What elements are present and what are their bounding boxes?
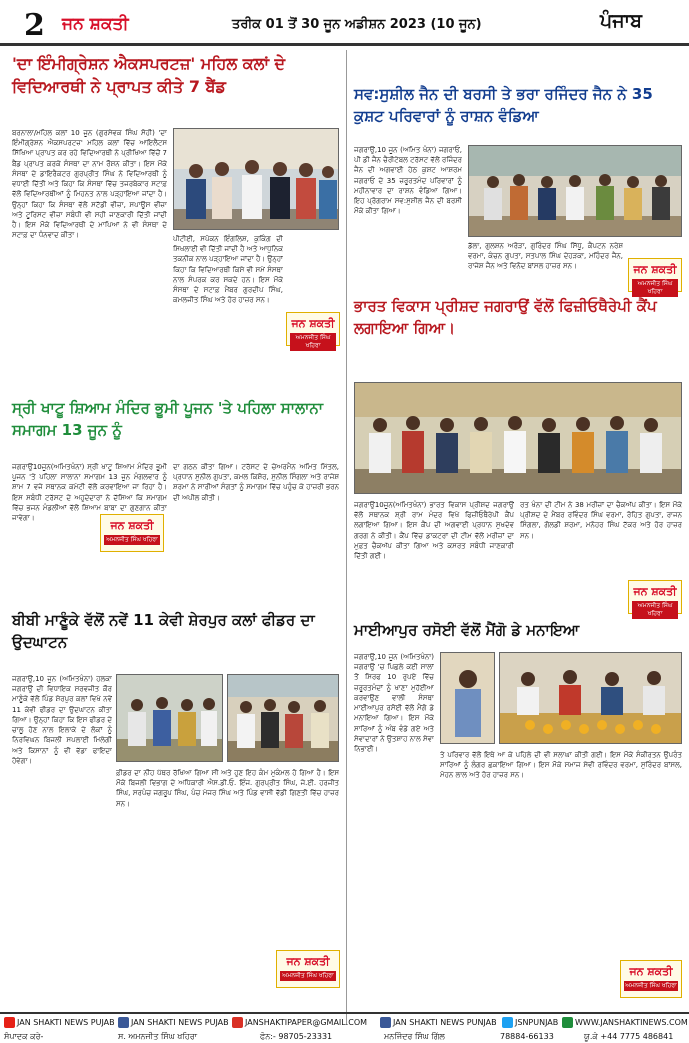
- article-5-photo-1: [116, 674, 223, 762]
- article-4-text-continued: ਦਾ ਗਠਨ ਕੀਤਾ ਗਿਆ। ਟਰੱਸਟ ਦੇ ਚੇਅਰਮੈਨ ਅਮਿਤ ਮਿੱਤਲ, ਪ੍ਰਧਾਨ ਸੁਨੀਲ ਗੁਪਤਾ, ਕਮਲ ਕਿਸ਼ੋਰ, ਸੁਨੀਲ ਸਿੰਗਲਾ ਅਤੇ ਰਾਜੇਸ਼ ਸ਼ਰਮਾ ਨੇ ਸਾਰੀਆਂ ਸੰਗਤਾਂ ਨੂੰ ਸਮਾਗਮ ਵਿੱਚ ਪਹੁੰਚ ਕੇ ਹਾਜ਼ਰੀ ਭਰਨ ਦੀ ਅਪੀਲ ਕੀਤੀ।: [173, 463, 339, 502]
- feeder-inauguration-photo-icon: [117, 675, 223, 762]
- footer-twitter[interactable]: JSNPUNJAB: [502, 1017, 558, 1028]
- stamp-badge: ਜਨ ਸ਼ਕਤੀ ਅਮਨਜੀਤ ਸਿੰਘ ਖਹਿਰਾ: [100, 514, 164, 552]
- twitter-icon: [502, 1017, 513, 1028]
- article-6-text: ਜਗਰਾਉਂ,10 ਜੂਨ (ਅਮਿਤਖੰਨਾ) ਜਗਰਾਉਂ 'ਚ ਪਿਛਲੇ ਕਈ ਸਾਲਾਂ ਤੋਂ ਸਿਰਫ 10 ਰੁਪਏ ਵਿੱਚ ਜ਼ਰੂਰਤਮੰਦਾਂ ਨੂੰ ਖਾਣਾ ਮੁਹੱਈਆ ਕਰਵਾਉਣ ਵਾਲੀ ਸੰਸਥਾ ਮਾਈਆਪੁਰ ਰਸੋਈ ਵੱਲੋਂ ਮੈਂਗੋ ਡੇ ਮਨਾਇਆ ਗਿਆ। ਇਸ ਮੌਕੇ ਸਾਰਿਆਂ ਨੂੰ ਅੰਬ ਵੰਡੇ ਗਏ ਅਤੇ ਸੇਵਾਦਾਰਾਂ ਨੇ ਉਤਸ਼ਾਹ ਨਾਲ ਸੇਵਾ ਨਿਭਾਈ।: [354, 653, 434, 753]
- web-icon: [562, 1017, 573, 1028]
- ration-distribution-photo-icon: [469, 146, 682, 237]
- article-1-photo: [173, 128, 339, 230]
- footer-editor-name: ਸ. ਅਮਨਜੀਤ ਸਿੰਘ ਖਹਿਰਾ: [118, 1032, 198, 1041]
- youtube-icon: [4, 1017, 15, 1028]
- article-2-photo: [468, 145, 682, 237]
- article-3-headline: ਭਾਰਤ ਵਿਕਾਸ ਪ੍ਰੀਸ਼ਦ ਜਗਰਾਉਂ ਵੱਲੋਂ ਫਿਜ਼ੀਓਥੈਰੇਪੀ ਕੈਂਪ ਲਗਾਇਆ ਗਿਆ।: [354, 297, 657, 337]
- article-1-text: ਬਰਨਾਲਾ/ਮਹਿਲ ਕਲਾਂ 10 ਜੂਨ (ਗੁਰਸੇਵਕ ਸਿੰਘ ਸੋਹੀ) 'ਦਾ ਇੰਮੀਗ੍ਰੇਸ਼ਨ ਐਕਸਪਰਟਜ਼' ਮਹਿਲ ਕਲਾਂ ਵਿੱਚ ਆਇਲੈਟਸ ਸਿੱਖਿਆ ਪ੍ਰਾਪਤ ਕਰ ਰਹੇ ਵਿਦਿਆਰਥੀ ਨੇ ਪ੍ਰੀਖਿਆ ਵਿੱਚੋਂ 7 ਬੈਂਡ ਪ੍ਰਾਪਤ ਕਰਕੇ ਸੰਸਥਾ ਦਾ ਨਾਮ ਰੌਸ਼ਨ ਕੀਤਾ। ਇਸ ਮੌਕੇ ਸੰਸਥਾ ਦੇ ਡਾਇਰੈਕਟਰ ਗੁਰਪ੍ਰੀਤ ਸਿੰਘ ਨੇ ਵਿਦਿਆਰਥੀ ਨੂੰ ਵਧਾਈ ਦਿੱਤੀ ਅਤੇ ਕਿਹਾ ਕਿ ਸੰਸਥਾ ਵਿੱਚ ਤਜਰਬੇਕਾਰ ਸਟਾਫ਼ ਵੱਲੋਂ ਵਿਦਿਆਰਥੀਆਂ ਨੂੰ ਮਿਹਨਤ ਨਾਲ ਪੜ੍ਹਾਇਆ ਜਾਂਦਾ ਹੈ। ਉਨ੍ਹਾਂ ਕਿਹਾ ਕਿ ਸੰਸਥਾ ਵੱਲੋਂ ਸਟੱਡੀ ਵੀਜ਼ਾ, ਸਪਾਊਸ ਵੀਜ਼ਾ ਅਤੇ ਟੂਰਿਸਟ ਵੀਜ਼ਾ ਸਬੰਧੀ ਵੀ ਸਹੀ ਜਾਣਕਾਰੀ ਦਿੱਤੀ ਜਾਂਦੀ ਹੈ। ਇਸ ਮੌਕੇ ਵਿਦਿਆਰਥੀ ਦੇ ਮਾਪਿਆਂ ਨੇ ਵੀ ਸੰਸਥਾ ਦੇ ਸਟਾਫ਼ ਦਾ ਧੰਨਵਾਦ ਕੀਤਾ।: [12, 129, 167, 240]
- stamp-badge: ਜਨ ਸ਼ਕਤੀ ਅਮਨਜੀਤ ਸਿੰਘ ਖਹਿਰਾ: [628, 580, 682, 614]
- article-2-text: ਜਗਰਾਉਂ,10 ਜੂਨ (ਅਮਿਤ ਖੰਨਾ) ਜਗਰਾਓਂ, ਪੀ ਡੀ ਜੈਨ ਚੈਰੀਟੇਬਲ ਟਰੱਸਟ ਵੱਲੋਂ ਰਜਿੰਦਰ ਜੈਨ ਦੀ ਅਗਵਾਈ ਹੇਠ ਕੁਸ਼ਟ ਆਸ਼ਰਮ ਜਗਰਾਓਂ ਦੇ 35 ਜ਼ਰੂਰਤਮੰਦ ਪਰਿਵਾਰਾਂ ਨੂੰ ਮਹੀਨਾਵਾਰ ਦਾ ਰਾਸ਼ਨ ਵੰਡਿਆ ਗਿਆ। ਇਹ ਪ੍ਰੋਗਰਾਮ ਸਵ:ਸੁਸ਼ੀਲ ਜੈਨ ਦੀ ਬਰਸੀ ਮੌਕੇ ਕੀਤਾ ਗਿਆ।: [354, 146, 462, 216]
- footer-phone-1: ਫੋਨ:- 98705-23331: [260, 1032, 333, 1041]
- stamp-badge: ਜਨ ਸ਼ਕਤੀ ਅਮਨਜੀਤ ਸਿੰਘ ਖਹਿਰਾ: [620, 960, 682, 998]
- footer-facebook-punjab[interactable]: JAN SHAKTI NEWS PUNJAB: [380, 1017, 497, 1028]
- stamp-badge: ਜਨ ਸ਼ਕਤੀ ਅਮਨਜੀਤ ਸਿੰਘ ਖਹਿਰਾ: [276, 950, 340, 988]
- footer-facebook[interactable]: JAN SHAKTI NEWS PUJAB: [118, 1017, 229, 1028]
- article-5-text-continued: ਫ਼ੀਡਰ ਦਾ ਨੀਂਹ ਪੱਥਰ ਰੱਖਿਆ ਗਿਆ ਸੀ ਅਤੇ ਹੁਣ ਇਹ ਕੰਮ ਮੁਕੰਮਲ ਹੋ ਗਿਆ ਹੈ। ਇਸ ਮੌਕੇ ਬਿਜਲੀ ਵਿਭਾਗ ਦੇ ਅਧਿਕਾਰੀ ਐਸ.ਡੀ.ਓ. ਇੰਜ. ਗੁਰਪ੍ਰੀਤ ਸਿੰਘ, ਜੇ.ਈ. ਹਰਜੀਤ ਸਿੰਘ, ਸਰਪੰਚ ਜਗਰੂਪ ਸਿੰਘ, ਪੰਚ ਮੇਜਰ ਸਿੰਘ ਅਤੇ ਪਿੰਡ ਵਾਸੀ ਵੱਡੀ ਗਿਣਤੀ ਵਿੱਚ ਹਾਜ਼ਰ ਸਨ।: [116, 769, 339, 808]
- facebook-icon: [118, 1017, 129, 1028]
- email-icon: [232, 1017, 243, 1028]
- article-2-text-continued: ਡੱਲਾ, ਗੁਲਸ਼ਨ ਅਰੋੜਾ, ਗੁਰਿੰਦਰ ਸਿੰਘ ਸਿੱਧੂ, ਕੈਪਟਨ ਨਰੇਸ਼ ਵਰਮਾ, ਕੰਚਨ ਗੁਪਤਾ, ਸਤਪਾਲ ਸਿੰਘ ਦੇਹੜਕਾ, ਮਹਿੰਦਰ ਜੈਨ, ਰਾਜੇਸ਼ ਜੈਨ ਅਤੇ ਵਿਨੋਦ ਬਾਂਸਲ ਹਾਜ਼ਰ ਸਨ।: [468, 242, 623, 271]
- footer-phone-2: 78884-66133: [500, 1032, 554, 1041]
- footer-uk-phone: ਯੂ.ਕੇ +44 7775 486841: [584, 1032, 674, 1041]
- facebook-icon: [380, 1017, 391, 1028]
- newspaper-logo: ਜਨ ਸ਼ਕਤੀ: [62, 14, 129, 34]
- mango-day-person-photo-icon: [441, 653, 495, 744]
- article-6-photo-1: [440, 652, 495, 744]
- mango-distribution-photo-icon: [500, 653, 682, 744]
- footer-email[interactable]: JANSHAKTIPAPER@GMAIL.COM: [232, 1017, 367, 1028]
- article-5-text: ਜਗਰਾਉਂ,10 ਜੂਨ (ਅਮਿਤਖੰਨਾ) ਹਲਕਾ ਜਗਰਾਉਂ ਦੀ ਵਿਧਾਇਕ ਸਰਵਜੀਤ ਕੌਰ ਮਾਣੂੰਕੇ ਵੱਲੋਂ ਪਿੰਡ ਸ਼ੇਰਪੁਰ ਕਲਾਂ ਵਿਖੇ ਨਵੇਂ 11 ਕੇਵੀ ਫੀਡਰ ਦਾ ਉਦਘਾਟਨ ਕੀਤਾ ਗਿਆ। ਉਨ੍ਹਾਂ ਕਿਹਾ ਕਿ ਇਸ ਫੀਡਰ ਦੇ ਚਾਲੂ ਹੋਣ ਨਾਲ ਇਲਾਕੇ ਦੇ ਲੋਕਾਂ ਨੂੰ ਨਿਰਵਿਘਨ ਬਿਜਲੀ ਸਪਲਾਈ ਮਿਲੇਗੀ ਅਤੇ ਕਿਸਾਨਾਂ ਨੂੰ ਵੀ ਵੱਡਾ ਫਾਇਦਾ ਹੋਵੇਗਾ।: [12, 675, 112, 765]
- article-3-text-continued: ਰਤ ਖੰਨਾ ਦੀ ਟੀਮ ਨੇ 38 ਮਰੀਜ਼ਾਂ ਦਾ ਚੈਕਅੱਪ ਕੀਤਾ। ਇਸ ਮੌਕੇ ਪ੍ਰੀਸ਼ਦ ਦੇ ਮੈਂਬਰ ਰਵਿੰਦਰ ਸਿੰਘ ਵਰਮਾ, ਰੋਹਿਤ ਗੁਪਤਾ, ਰਾਜਨ ਸਿੰਗਲਾ, ਗੋਲਡੀ ਸ਼ਰਮਾ, ਮਨੋਹਰ ਸਿੰਘ ਟੱਕਰ ਅਤੇ ਹੋਰ ਹਾਜ਼ਰ ਸਨ।: [520, 501, 682, 540]
- article-4-text: ਜਗਰਾਉਂ10ਜੂਨ(ਅਮਿਤਖੰਨਾ) ਸ੍ਰੀ ਖਾਟੂ ਸ਼ਿਆਮ ਮੰਦਿਰ ਭੂਮੀ ਪੂਜਨ 'ਤੇ ਪਹਿਲਾ ਸਾਲਾਨਾ ਸਮਾਗਮ 13 ਜੂਨ ਮੰਗਲਵਾਰ ਨੂੰ ਸ਼ਾਮ 7 ਵਜੇ ਸਥਾਨਕ ਕਮੇਟੀ ਵੱਲੋਂ ਕਰਵਾਇਆ ਜਾ ਰਿਹਾ ਹੈ। ਇਸ ਸਬੰਧੀ ਟਰੱਸਟ ਦੇ ਅਹੁਦੇਦਾਰਾਂ ਨੇ ਦੱਸਿਆ ਕਿ ਸਮਾਗਮ ਵਿੱਚ ਭਜਨ ਮੰਡਲੀਆਂ ਵੱਲੋਂ ਸ਼ਿਆਮ ਬਾਬਾ ਦਾ ਗੁਣਗਾਨ ਕੀਤਾ ਜਾਵੇਗਾ।: [12, 463, 167, 523]
- article-4-headline: ਸ੍ਰੀ ਖਾਟੂ ਸ਼ਿਆਮ ਮੰਦਿਰ ਭੂਮੀ ਪੂਜਨ 'ਤੇ ਪਹਿਲਾ ਸਾਲਾਨਾ ਸਮਾਗਮ 13 ਜੂਨ ਨੂੰ: [12, 399, 324, 439]
- article-6-photo-2: [499, 652, 682, 744]
- footer-editor-label: ਸੰਪਾਦਕ ਕਰੇ-: [4, 1032, 44, 1041]
- stamp-badge: ਜਨ ਸ਼ਕਤੀ ਅਮਨਜੀਤ ਸਿੰਘ ਖਹਿਰਾ: [286, 312, 340, 346]
- footer: [0, 1012, 689, 1043]
- article-6-headline: ਮਾਈਆਪੁਰ ਰਸੋਈ ਵੱਲੋਂ ਮੈਂਗੋ ਡੇ ਮਨਾਇਆ: [354, 621, 580, 639]
- footer-manager-name: ਮਨਜਿੰਦਰ ਸਿੰਘ ਗਿੱਲ: [384, 1032, 445, 1041]
- article-5-photo-2: [227, 674, 339, 762]
- footer-youtube[interactable]: JAN SHAKTI NEWS PUJAB: [4, 1017, 115, 1028]
- stamp-badge: ਜਨ ਸ਼ਕਤੀ ਅਮਨਜੀਤ ਸਿੰਘ ਖਹਿਰਾ: [628, 258, 682, 292]
- article-2-headline: ਸਵ:ਸੁਸ਼ੀਲ ਜੈਨ ਦੀ ਬਰਸੀ ਤੇ ਭਰਾ ਰਜਿੰਦਰ ਜੈਨ ਨੇ 35 ਕੁਸ਼ਟ ਪਰਿਵਾਰਾਂ ਨੂੰ ਰਾਸ਼ਨ ਵੰਡਿਆ: [354, 85, 653, 125]
- issue-line: ਤਰੀਕ 01 ਤੋਂ 30 ਜੂਨ ਅਡੀਸ਼ਨ 2023 (10 ਜੂਨ): [232, 17, 482, 32]
- footer-website[interactable]: WWW.JANSHAKTINEWS.COM: [562, 1017, 688, 1028]
- section-name: ਪੰਜਾਬ: [600, 10, 642, 32]
- feeder-ceremony-photo-icon: [228, 675, 339, 762]
- physiotherapy-camp-photo-icon: [355, 383, 682, 494]
- masthead: [0, 0, 689, 46]
- page-number: 2: [24, 8, 45, 43]
- article-6-text-continued: ਤੇ ਪਰਿਵਾਰ ਵੱਲੋਂ ਇਥੇ ਆ ਕੇ ਪਹਿਲੇ ਦੀ ਵੀ ਸਲਾਘਾ ਕੀਤੀ ਗਈ। ਇਸ ਮੌਕੇ ਸੰਕੀਰਤਨ ਉਪਰੰਤ ਸਾਰਿਆਂ ਨੂੰ ਲੰਗਰ ਛਕਾਇਆ ਗਿਆ। ਇਸ ਮੌਕੇ ਸਮਾਜ ਸੇਵੀ ਰਵਿੰਦਰ ਵਰਮਾ, ਸੁਰਿੰਦਰ ਬਾਂਸਲ, ਮੋਹਨ ਲਾਲ ਅਤੇ ਹੋਰ ਹਾਜ਼ਰ ਸਨ।: [440, 751, 682, 780]
- article-3-text: ਜਗਰਾਉਂ10ਜੂਨ(ਅਮਿਤਖੰਨਾ) ਭਾਰਤ ਵਿਕਾਸ ਪ੍ਰੀਸ਼ਦ ਜਗਰਾਉਂ ਵੱਲੋਂ ਸਥਾਨਕ ਸ਼੍ਰੀ ਰਾਮ ਮੰਦਰ ਵਿਖੇ ਫਿਜ਼ੀਓਥੈਰੇਪੀ ਕੈਂਪ ਲਗਾਇਆ ਗਿਆ। ਇਸ ਕੈਂਪ ਦੀ ਅਗਵਾਈ ਪ੍ਰਧਾਨ ਸੁਖਦੇਵ ਗਰਗ ਨੇ ਕੀਤੀ। ਕੈਂਪ ਵਿੱਚ ਡਾਕਟਰਾਂ ਦੀ ਟੀਮ ਵੱਲੋਂ ਮਰੀਜ਼ਾਂ ਦਾ ਮੁਫ਼ਤ ਚੈਕਅੱਪ ਕੀਤਾ ਗਿਆ ਅਤੇ ਕਸਰਤ ਸਬੰਧੀ ਜਾਣਕਾਰੀ ਦਿੱਤੀ ਗਈ।: [354, 501, 514, 561]
- group-photo-icon: [174, 129, 339, 230]
- article-3-photo: [354, 382, 682, 494]
- article-5-headline: ਬੀਬੀ ਮਾਣੂੰਕੇ ਵੱਲੋਂ ਨਵੇਂ 11 ਕੇਵੀ ਸ਼ੇਰਪੁਰ ਕਲਾਂ ਫੀਡਰ ਦਾ ਉਦਘਾਟਨ: [12, 611, 315, 651]
- article-1-headline: 'ਦਾ ਇੰਮੀਗ੍ਰੇਸ਼ਨ ਐਕਸਪਰਟਜ਼' ਮਹਿਲ ਕਲਾਂ ਦੇ ਵਿਦਿਆਰਥੀ ਨੇ ਪ੍ਰਾਪਤ ਕੀਤੇ 7 ਬੈਂਡ: [12, 54, 286, 97]
- column-divider: [346, 50, 347, 1025]
- article-1-text-continued: ਪੀਟੀਈ, ਸਪੋਕਨ ਇੰਗਲਿਸ਼, ਕੁਕਿੰਗ ਦੀ ਸਿਖਲਾਈ ਵੀ ਦਿੱਤੀ ਜਾਂਦੀ ਹੈ ਅਤੇ ਆਧੁਨਿਕ ਤਕਨੀਕ ਨਾਲ ਪੜ੍ਹਾਇਆ ਜਾਂਦਾ ਹੈ। ਉਨ੍ਹਾਂ ਕਿਹਾ ਕਿ ਵਿਦਿਆਰਥੀ ਕਿਸੇ ਵੀ ਸਮੇਂ ਸੰਸਥਾ ਨਾਲ ਸੰਪਰਕ ਕਰ ਸਕਦੇ ਹਨ। ਇਸ ਮੌਕੇ ਸੰਸਥਾ ਦੇ ਸਟਾਫ਼ ਮੈਂਬਰ ਗੁਰਦੀਪ ਸਿੰਘ, ਕਮਲਜੀਤ ਸਿੰਘ ਅਤੇ ਹੋਰ ਹਾਜ਼ਰ ਸਨ।: [173, 235, 283, 305]
